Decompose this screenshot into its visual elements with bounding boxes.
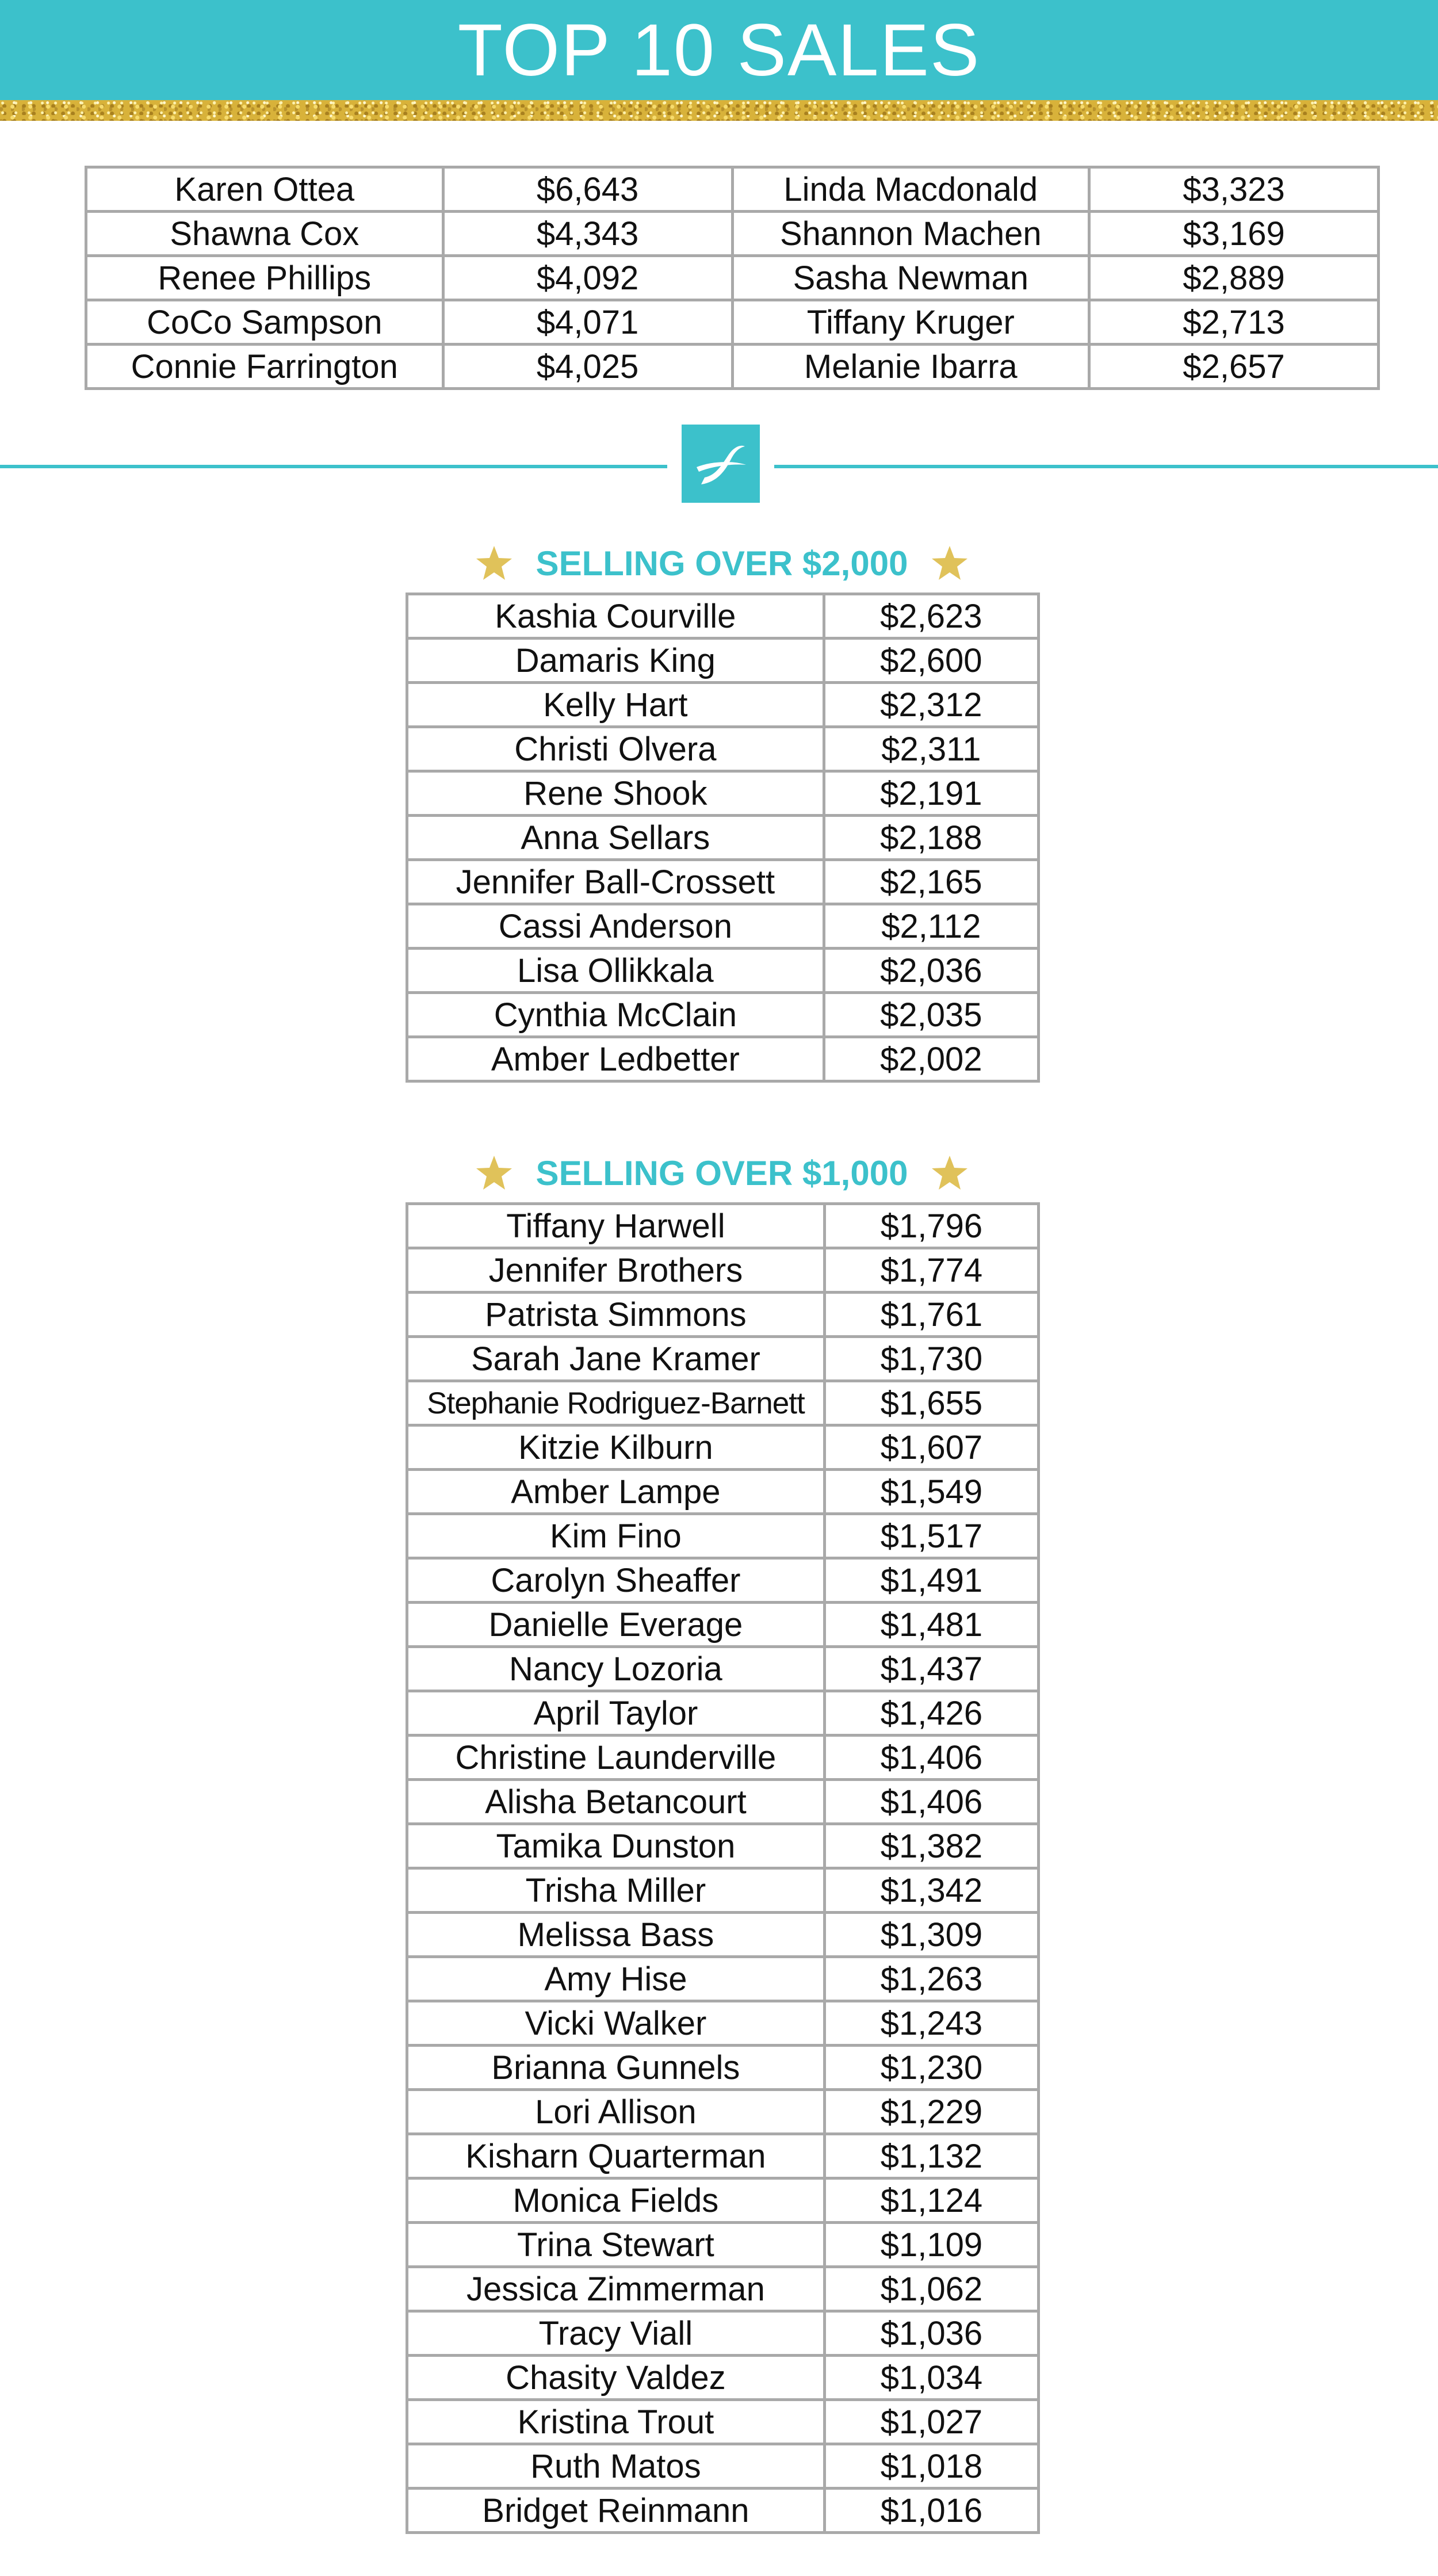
- sales-amount: $1,034: [824, 2356, 1038, 2400]
- top-10-sales-table: [85, 166, 1380, 390]
- sales-amount: $1,382: [824, 1824, 1038, 1868]
- seller-name: Jessica Zimmerman: [407, 2267, 825, 2311]
- table-row: [407, 860, 1039, 904]
- sales-amount: $2,311: [824, 727, 1038, 771]
- section-title: SELLING OVER $1,000: [536, 1153, 908, 1193]
- table-row: [407, 1204, 1039, 1248]
- star-icon: [475, 544, 513, 582]
- table-row: [407, 727, 1039, 771]
- page-title: TOP 10 SALES: [457, 9, 981, 91]
- sales-amount: $1,229: [824, 2090, 1038, 2134]
- table-row: [407, 1868, 1039, 1913]
- seller-name: Nancy Lozoria: [407, 1647, 825, 1691]
- seller-name: Bridget Reinmann: [407, 2489, 825, 2533]
- seller-name: Tamika Dunston: [407, 1824, 825, 1868]
- gold-glitter-strip: [0, 100, 1438, 121]
- sales-amount: $2,002: [824, 1037, 1038, 1081]
- seller-name: Christi Olvera: [407, 727, 824, 771]
- table-row: [407, 1470, 1039, 1514]
- seller-name: Jennifer Brothers: [407, 1248, 825, 1293]
- sales-amount: $2,657: [1089, 345, 1379, 389]
- sales-amount: $1,774: [824, 1248, 1038, 1293]
- sales-amount: $3,323: [1089, 167, 1379, 212]
- star-icon: [931, 1154, 969, 1192]
- section-heading-over-2000: [403, 537, 1041, 589]
- seller-name: Stephanie Rodriguez-Barnett: [407, 1381, 825, 1425]
- table-row: [407, 1425, 1039, 1470]
- table-row: [407, 2489, 1039, 2533]
- seller-name: Shawna Cox: [86, 212, 443, 256]
- sales-amount: $2,036: [824, 949, 1038, 993]
- seller-name: Cynthia McClain: [407, 993, 824, 1037]
- sales-amount: $1,309: [824, 1913, 1038, 1957]
- sales-amount: $1,426: [824, 1691, 1038, 1736]
- sales-amount: $1,018: [824, 2444, 1038, 2489]
- table-row: [407, 2001, 1039, 2046]
- star-icon: [475, 1154, 513, 1192]
- sales-amount: $2,312: [824, 683, 1038, 727]
- seller-name: Cassi Anderson: [407, 904, 824, 949]
- seller-name: Rene Shook: [407, 771, 824, 816]
- section-heading-over-1000: [403, 1147, 1041, 1199]
- seller-name: Shannon Machen: [732, 212, 1089, 256]
- sales-amount: $1,016: [824, 2489, 1038, 2533]
- seller-name: Vicki Walker: [407, 2001, 825, 2046]
- sales-amount: $2,191: [824, 771, 1038, 816]
- seller-name: Alisha Betancourt: [407, 1780, 825, 1824]
- sales-amount: $1,062: [824, 2267, 1038, 2311]
- table-row: [407, 2311, 1039, 2356]
- sales-amount: $1,124: [824, 2178, 1038, 2223]
- table-row: [407, 1037, 1039, 1081]
- seller-name: Patrista Simmons: [407, 1293, 825, 1337]
- over-2000-table: [406, 593, 1040, 1083]
- seller-name: Anna Sellars: [407, 816, 824, 860]
- sales-amount: $1,517: [824, 1514, 1038, 1558]
- table-row: [407, 1558, 1039, 1603]
- seller-name: Ruth Matos: [407, 2444, 825, 2489]
- sales-amount: $1,406: [824, 1780, 1038, 1824]
- sales-amount: $4,092: [443, 256, 732, 300]
- sales-amount: $2,889: [1089, 256, 1379, 300]
- seller-name: Melissa Bass: [407, 1913, 825, 1957]
- seller-name: Renee Phillips: [86, 256, 443, 300]
- table-row: [86, 212, 1379, 256]
- table-row: [407, 1514, 1039, 1558]
- seller-name: Christine Launderville: [407, 1736, 825, 1780]
- sales-amount: $2,600: [824, 639, 1038, 683]
- sales-amount: $4,025: [443, 345, 732, 389]
- table-row: [407, 2356, 1039, 2400]
- star-icon: [931, 544, 969, 582]
- sales-amount: $1,607: [824, 1425, 1038, 1470]
- table-row: [407, 2134, 1039, 2178]
- seller-name: Connie Farrington: [86, 345, 443, 389]
- sales-amount: $2,713: [1089, 300, 1379, 345]
- table-row: [407, 1337, 1039, 1381]
- sales-amount: $1,796: [824, 1204, 1038, 1248]
- table-row: [407, 2267, 1039, 2311]
- sales-amount: $1,730: [824, 1337, 1038, 1381]
- brand-logo-icon: [682, 425, 760, 503]
- table-row: [407, 2223, 1039, 2267]
- seller-name: Kelly Hart: [407, 683, 824, 727]
- table-row: [407, 1603, 1039, 1647]
- table-row: [407, 904, 1039, 949]
- table-row: [407, 1248, 1039, 1293]
- table-row: [407, 639, 1039, 683]
- table-row: [407, 2400, 1039, 2444]
- seller-name: Tiffany Harwell: [407, 1204, 825, 1248]
- seller-name: CoCo Sampson: [86, 300, 443, 345]
- sales-amount: $1,761: [824, 1293, 1038, 1337]
- section-title: SELLING OVER $2,000: [536, 544, 908, 583]
- divider-left: [0, 465, 667, 468]
- seller-name: Sasha Newman: [732, 256, 1089, 300]
- sales-amount: $2,035: [824, 993, 1038, 1037]
- sales-amount: $1,109: [824, 2223, 1038, 2267]
- table-row: [407, 1957, 1039, 2001]
- sales-amount: $2,112: [824, 904, 1038, 949]
- seller-name: Kitzie Kilburn: [407, 1425, 825, 1470]
- table-row: [86, 345, 1379, 389]
- seller-name: Lori Allison: [407, 2090, 825, 2134]
- seller-name: Linda Macdonald: [732, 167, 1089, 212]
- table-row: [407, 771, 1039, 816]
- header-banner: [0, 0, 1438, 100]
- sales-amount: $1,243: [824, 2001, 1038, 2046]
- table-row: [407, 2090, 1039, 2134]
- seller-name: Melanie Ibarra: [732, 345, 1089, 389]
- divider-right: [774, 465, 1438, 468]
- seller-name: Brianna Gunnels: [407, 2046, 825, 2090]
- seller-name: Tracy Viall: [407, 2311, 825, 2356]
- sales-amount: $1,549: [824, 1470, 1038, 1514]
- seller-name: Tiffany Kruger: [732, 300, 1089, 345]
- sales-amount: $6,643: [443, 167, 732, 212]
- brand-logo: [682, 425, 760, 503]
- seller-name: Sarah Jane Kramer: [407, 1337, 825, 1381]
- seller-name: Kim Fino: [407, 1514, 825, 1558]
- table-row: [407, 1824, 1039, 1868]
- sales-amount: $1,263: [824, 1957, 1038, 2001]
- seller-name: Carolyn Sheaffer: [407, 1558, 825, 1603]
- sales-amount: $3,169: [1089, 212, 1379, 256]
- seller-name: Amber Lampe: [407, 1470, 825, 1514]
- table-row: [407, 1780, 1039, 1824]
- sales-amount: $1,437: [824, 1647, 1038, 1691]
- seller-name: Kisharn Quarterman: [407, 2134, 825, 2178]
- table-row: [407, 1293, 1039, 1337]
- table-row: [407, 2444, 1039, 2489]
- over-1000-table: [406, 1202, 1040, 2534]
- table-row: [407, 2178, 1039, 2223]
- seller-name: Lisa Ollikkala: [407, 949, 824, 993]
- seller-name: Kashia Courville: [407, 594, 824, 639]
- sales-amount: $1,036: [824, 2311, 1038, 2356]
- table-row: [407, 949, 1039, 993]
- sales-amount: $4,343: [443, 212, 732, 256]
- seller-name: Jennifer Ball-Crossett: [407, 860, 824, 904]
- seller-name: April Taylor: [407, 1691, 825, 1736]
- table-row: [407, 1381, 1039, 1425]
- sales-amount: $1,342: [824, 1868, 1038, 1913]
- sales-amount: $1,132: [824, 2134, 1038, 2178]
- seller-name: Trisha Miller: [407, 1868, 825, 1913]
- seller-name: Damaris King: [407, 639, 824, 683]
- sales-amount: $2,623: [824, 594, 1038, 639]
- sales-amount: $4,071: [443, 300, 732, 345]
- seller-name: Kristina Trout: [407, 2400, 825, 2444]
- table-row: [407, 2046, 1039, 2090]
- table-row: [407, 683, 1039, 727]
- table-row: [407, 1691, 1039, 1736]
- sales-amount: $1,406: [824, 1736, 1038, 1780]
- table-row: [86, 256, 1379, 300]
- seller-name: Amy Hise: [407, 1957, 825, 2001]
- sales-amount: $1,481: [824, 1603, 1038, 1647]
- sales-amount: $1,491: [824, 1558, 1038, 1603]
- seller-name: Karen Ottea: [86, 167, 443, 212]
- sales-amount: $1,655: [824, 1381, 1038, 1425]
- sales-amount: $1,027: [824, 2400, 1038, 2444]
- table-row: [407, 1647, 1039, 1691]
- sales-amount: $2,165: [824, 860, 1038, 904]
- table-row: [86, 300, 1379, 345]
- table-row: [407, 1736, 1039, 1780]
- table-row: [407, 816, 1039, 860]
- table-row: [407, 594, 1039, 639]
- seller-name: Trina Stewart: [407, 2223, 825, 2267]
- seller-name: Danielle Everage: [407, 1603, 825, 1647]
- table-row: [407, 993, 1039, 1037]
- sales-amount: $1,230: [824, 2046, 1038, 2090]
- seller-name: Amber Ledbetter: [407, 1037, 824, 1081]
- seller-name: Monica Fields: [407, 2178, 825, 2223]
- table-row: [407, 1913, 1039, 1957]
- seller-name: Chasity Valdez: [407, 2356, 825, 2400]
- table-row: [86, 167, 1379, 212]
- sales-amount: $2,188: [824, 816, 1038, 860]
